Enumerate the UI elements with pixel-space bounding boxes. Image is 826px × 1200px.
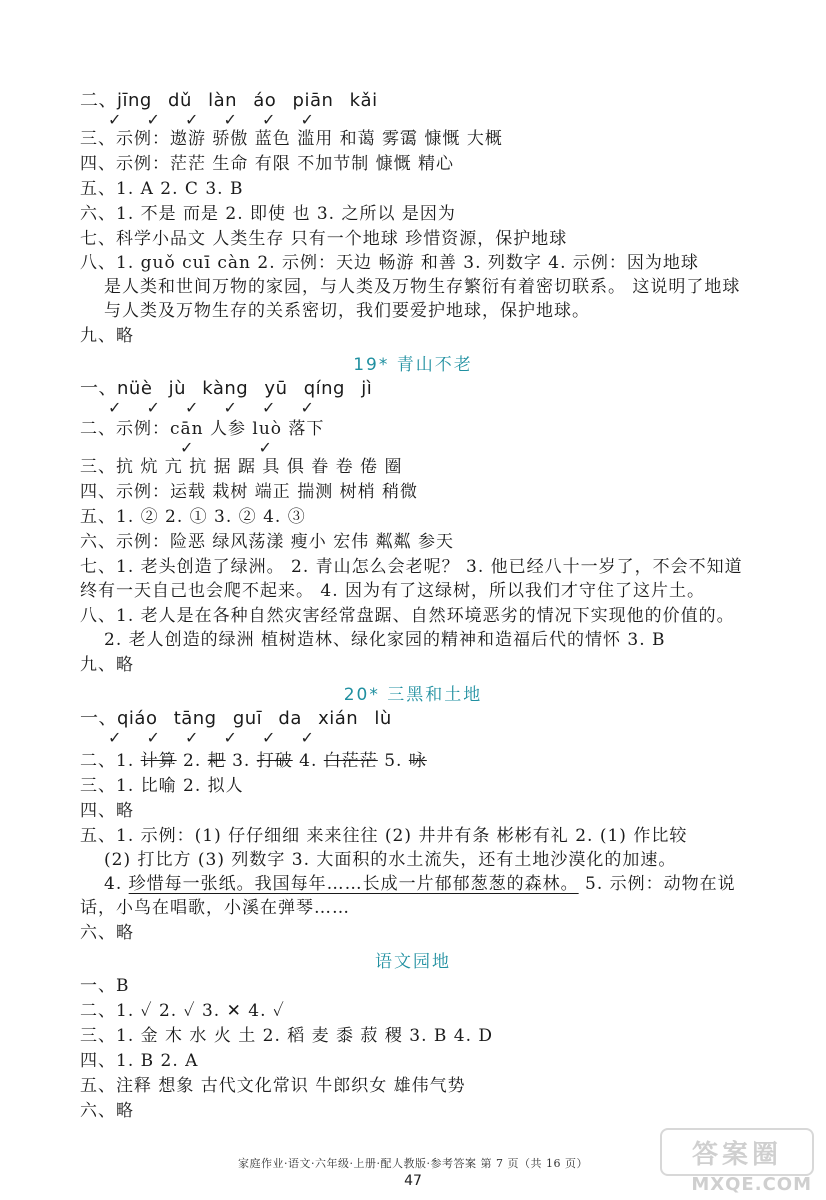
answer-line: 四、1. B 2. A — [80, 1051, 199, 1071]
answer-text: 4. — [104, 874, 123, 894]
answer-line: 六、略 — [80, 1101, 134, 1121]
answer-line: 三、抗 炕 亢 抗 据 踞 具 俱 眷 卷 倦 圈 — [80, 457, 403, 477]
answer-text: 2. — [183, 751, 202, 771]
answer-line — [104, 873, 736, 895]
answer-text: 5. 示例：动物在说 — [585, 874, 736, 894]
crossed-word: 耙 — [207, 751, 226, 771]
answer-line: 终有一天自己也会爬不起来。 4. 因为有了这绿树，所以我们才守住了这片土。 — [80, 581, 706, 601]
answer-line: 是人类和世间万物的家园，与人类及万物生存繁衍有着密切联系。 这说明了地球 — [104, 277, 741, 297]
answer-line: 四、示例：运载 栽树 端正 揣测 树梢 稍微 — [80, 482, 419, 502]
crossed-word: 白茫茫 — [323, 751, 378, 771]
tick-marks: ✓ ✓ ✓ ✓ ✓ ✓ — [108, 110, 314, 129]
answer-line: 六、1. 不是 而是 2. 即使 也 3. 之所以 是因为 — [80, 204, 456, 224]
answer-line: 九、略 — [80, 655, 134, 675]
answer-text: 3. — [232, 751, 251, 771]
section-title-20: 20* 三黑和土地 — [343, 685, 483, 705]
answer-text: 二、1. — [80, 751, 135, 771]
answer-line: 四、示例：茫茫 生命 有限 不加节制 慷慨 精心 — [80, 154, 455, 174]
answer-line: 八、1. guǒ cuī càn 2. 示例：天边 畅游 和善 3. 列数字 4. 示例：因为地球 — [80, 253, 699, 273]
answer-line: 二、1. ✓ 2. ✓ 3. ✕ 4. ✓ — [80, 1001, 285, 1021]
crossed-word: 咏 — [408, 751, 427, 771]
answer-line: 一、nüè jù kàng yū qíng jì — [80, 378, 373, 399]
underlined-sentence: 珍惜每一张纸。我国每年……长成一片郁郁葱葱的森林。 — [128, 874, 579, 894]
answer-line: 二、jīng dǔ làn áo piān kǎi — [80, 90, 378, 111]
answer-line: 八、1. 老人是在各种自然灾害经常盘踞、自然环境恶劣的情况下实现他的价值的。 — [80, 606, 735, 626]
page-footer: 家庭作业·语文·六年级·上册·配人教版·参考答案 第 7 页（共 16 页） — [238, 1157, 588, 1170]
crossed-word: 打破 — [256, 751, 293, 771]
tick-marks: ✓ ✓ — [180, 438, 272, 457]
answer-line: 一、qiáo tāng guī da xián lù — [80, 708, 392, 729]
answer-line: 七、科学小品文 人类生存 只有一个地球 珍惜资源，保护地球 — [80, 229, 568, 249]
answer-line: 五、1. 示例：(1) 仔仔细细 来来往往 (2) 井井有条 彬彬有礼 2. (1) 作比较 — [80, 826, 688, 846]
crossed-word: 计算 — [140, 751, 177, 771]
answer-line: 与人类及万物生存的关系密切，我们要爱护地球，保护地球。 — [104, 301, 590, 321]
page-number: 47 — [404, 1173, 422, 1189]
tick-marks: ✓ ✓ ✓ ✓ ✓ ✓ — [108, 728, 314, 747]
answer-text: 4. — [299, 751, 318, 771]
answer-line — [80, 750, 427, 772]
answer-line: 九、略 — [80, 326, 134, 346]
answer-line: 二、示例：cān 人参 luò 落下 — [80, 419, 325, 439]
watermark-logo: 答案圈 — [660, 1128, 814, 1176]
answer-line: 一、B — [80, 976, 130, 996]
answer-line: 七、1. 老头创造了绿洲。 2. 青山怎么会老呢？ 3. 他已经八十一岁了，不会不知道 — [80, 557, 743, 577]
answer-line: 五、注释 想象 古代文化常识 牛郎织女 雄伟气势 — [80, 1076, 466, 1096]
answer-line: 三、示例：遨游 骄傲 蓝色 滥用 和蔼 雾霭 慷慨 大概 — [80, 129, 503, 149]
watermark-url: MXQE.COM — [691, 1174, 812, 1195]
answer-line: 四、略 — [80, 801, 134, 821]
answer-line: 2. 老人创造的绿洲 植树造林、绿化家园的精神和造福后代的情怀 3. B — [104, 630, 666, 650]
answer-line: 五、1. A 2. C 3. B — [80, 179, 244, 199]
tick-marks: ✓ ✓ ✓ ✓ ✓ ✓ — [108, 398, 314, 417]
answer-line: 三、1. 比喻 2. 拟人 — [80, 776, 244, 796]
answer-line: 六、示例：险恶 绿风荡漾 瘦小 宏伟 粼粼 参天 — [80, 532, 455, 552]
answer-text: 5. — [384, 751, 403, 771]
answer-line: (2) 打比方 (3) 列数字 3. 大面积的水土流失，还有土地沙漠化的加速。 — [104, 850, 677, 870]
answer-line: 三、1. 金 木 水 火 土 2. 稻 麦 黍 菽 稷 3. B 4. D — [80, 1026, 494, 1046]
section-title-garden: 语文园地 — [375, 952, 451, 972]
answer-line: 话，小鸟在唱歌，小溪在弹琴…… — [80, 898, 350, 918]
section-title-19: 19* 青山不老 — [353, 355, 473, 375]
answer-line: 五、1. ② 2. ① 3. ② 4. ③ — [80, 507, 306, 527]
answer-line: 六、略 — [80, 923, 134, 943]
